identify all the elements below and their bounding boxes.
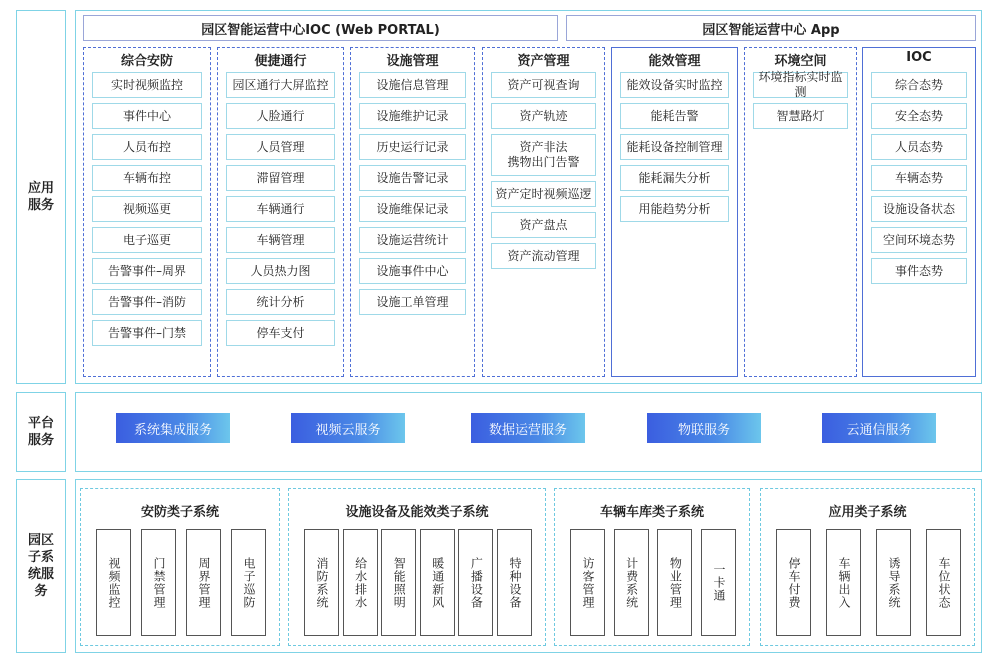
app-item: 告警事件–消防 — [92, 289, 202, 315]
app-item: 设施告警记录 — [359, 165, 466, 191]
app-item: 设施工单管理 — [359, 289, 466, 315]
subsystem-item: 门禁管理 — [141, 529, 176, 636]
platform-service: 系统集成服务 — [116, 413, 230, 443]
subsystem-group-title: 应用类子系统 — [828, 505, 907, 520]
app-item: 资产流动管理 — [491, 243, 596, 269]
layer-label-platform — [16, 392, 66, 472]
platform-service: 数据运营服务 — [471, 413, 585, 443]
app-item: 设施运营统计 — [359, 227, 466, 253]
portal-app — [566, 15, 976, 41]
app-item: 实时视频监控 — [92, 72, 202, 98]
app-item: 人员热力图 — [226, 258, 335, 284]
subsystem-item: 智能照明 — [381, 529, 416, 636]
app-item: 车辆通行 — [226, 196, 335, 222]
app-item: 统计分析 — [226, 289, 335, 315]
app-column-3 — [482, 47, 605, 377]
subsystem-item: 视频监控 — [96, 529, 131, 636]
app-item: 园区通行大屏监控 — [226, 72, 335, 98]
app-item: 综合态势 — [871, 72, 967, 98]
app-item: 告警事件–周界 — [92, 258, 202, 284]
subsystem-group-title: 安防类子系统 — [140, 505, 219, 520]
app-column-title: 综合安防 — [120, 54, 173, 69]
subsystem-item: 停车付费 — [776, 529, 811, 636]
app-item: 人员布控 — [92, 134, 202, 160]
subsystem-group-title: 设施设备及能效类子系统 — [345, 505, 489, 520]
subsystem-item: 一卡通 — [701, 529, 736, 636]
subsystem-item: 特种设备 — [497, 529, 532, 636]
subsystem-item: 访客管理 — [570, 529, 605, 636]
app-item: 人脸通行 — [226, 103, 335, 129]
app-item: 车辆管理 — [226, 227, 335, 253]
subsystem-item: 暖通新风 — [420, 529, 455, 636]
app-item: 事件态势 — [871, 258, 967, 284]
app-item: 设施信息管理 — [359, 72, 466, 98]
subsystem-group-1 — [288, 488, 546, 646]
subsystem-item: 车辆出入 — [826, 529, 861, 636]
app-column-5 — [744, 47, 857, 377]
layer-label-platform-text: 平台 服务 — [27, 416, 54, 448]
subsystem-item: 广播设备 — [458, 529, 493, 636]
app-column-title: IOC — [906, 50, 932, 65]
app-item: 人员管理 — [226, 134, 335, 160]
subsystem-item: 计费系统 — [614, 529, 649, 636]
app-item: 历史运行记录 — [359, 134, 466, 160]
app-item: 停车支付 — [226, 320, 335, 346]
app-item: 车辆态势 — [871, 165, 967, 191]
app-item: 资产轨迹 — [491, 103, 596, 129]
subsystem-item: 车位状态 — [926, 529, 961, 636]
app-item: 视频巡更 — [92, 196, 202, 222]
app-column-title: 环境空间 — [774, 54, 827, 69]
app-column-title: 能效管理 — [648, 54, 701, 69]
app-item: 人员态势 — [871, 134, 967, 160]
app-item: 环境指标实时监测 — [753, 72, 848, 98]
subsystem-item: 消防系统 — [304, 529, 339, 636]
app-item: 智慧路灯 — [753, 103, 848, 129]
app-item: 告警事件–门禁 — [92, 320, 202, 346]
app-column-title: 资产管理 — [517, 54, 570, 69]
app-item: 资产非法 携物出门告警 — [491, 134, 596, 176]
subsystem-item: 给水排水 — [343, 529, 378, 636]
app-item: 车辆布控 — [92, 165, 202, 191]
layer-label-subsystem — [16, 479, 66, 653]
app-item: 空间环境态势 — [871, 227, 967, 253]
app-item: 能耗告警 — [620, 103, 729, 129]
subsystem-item: 周界管理 — [186, 529, 221, 636]
subsystem-group-0 — [80, 488, 280, 646]
layer-label-subsystem-text: 园区 子系 统服 务 — [27, 533, 54, 599]
app-item: 能耗漏失分析 — [620, 165, 729, 191]
subsystem-item: 诱导系统 — [876, 529, 911, 636]
app-column-6 — [862, 47, 976, 377]
app-item: 事件中心 — [92, 103, 202, 129]
app-column-0 — [83, 47, 211, 377]
app-column-1 — [217, 47, 344, 377]
layer-label-app — [16, 10, 66, 384]
app-item: 用能趋势分析 — [620, 196, 729, 222]
app-item: 设施维护记录 — [359, 103, 466, 129]
portal-app-text: 园区智能运营中心 App — [702, 22, 840, 38]
app-item: 资产可视查询 — [491, 72, 596, 98]
subsystem-item: 电子巡防 — [231, 529, 266, 636]
portal-web-text: 园区智能运营中心IOC (Web PORTAL) — [201, 22, 440, 38]
layer-label-app-text: 应用 服务 — [27, 181, 54, 213]
platform-service: 物联服务 — [647, 413, 761, 443]
platform-service: 云通信服务 — [822, 413, 936, 443]
app-item: 电子巡更 — [92, 227, 202, 253]
portal-web — [83, 15, 558, 41]
app-column-title: 便捷通行 — [254, 54, 307, 69]
app-item: 资产定时视频巡逻 — [491, 181, 596, 207]
app-column-2 — [350, 47, 475, 377]
subsystem-item: 物业管理 — [657, 529, 692, 636]
app-item: 设施维保记录 — [359, 196, 466, 222]
subsystem-group-3 — [760, 488, 975, 646]
app-item: 资产盘点 — [491, 212, 596, 238]
subsystem-group-title: 车辆车库类子系统 — [599, 505, 704, 520]
app-item: 能耗设备控制管理 — [620, 134, 729, 160]
app-item: 滞留管理 — [226, 165, 335, 191]
subsystem-group-2 — [554, 488, 750, 646]
app-column-title: 设施管理 — [386, 54, 439, 69]
app-item: 设施设备状态 — [871, 196, 967, 222]
app-item: 能效设备实时监控 — [620, 72, 729, 98]
app-item: 安全态势 — [871, 103, 967, 129]
platform-service: 视频云服务 — [291, 413, 405, 443]
app-column-4 — [611, 47, 738, 377]
app-item: 设施事件中心 — [359, 258, 466, 284]
